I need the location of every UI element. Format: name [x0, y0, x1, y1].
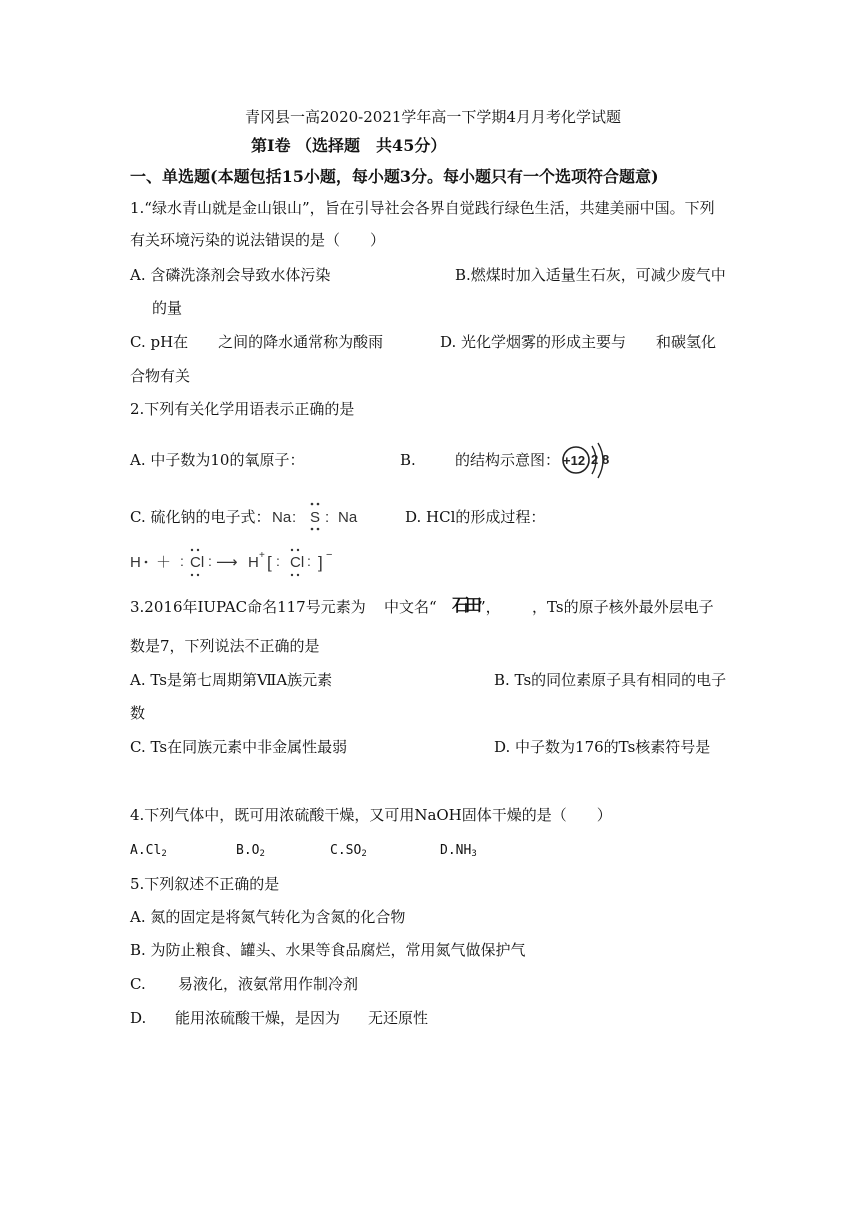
q1-option-b-line2: 的量 — [152, 299, 183, 317]
part-title: 第Ⅰ卷 （选择题 共45分） — [251, 136, 447, 155]
q3-stem-part1: 3.2016年IUPAC命名117号元素为 — [130, 598, 366, 616]
atomic-structure-diagram — [558, 440, 618, 482]
q5-option-d-text2: 无还原性 — [368, 1009, 429, 1027]
na-left: Na — [272, 509, 292, 526]
svg-text::: : — [276, 553, 280, 569]
svg-text::: : — [180, 553, 184, 569]
na2s-electron-formula — [270, 499, 370, 533]
plus-sign: ＋ — [156, 554, 172, 571]
sulfur-symbol: S — [310, 509, 321, 526]
shell1-electrons: 2 — [591, 452, 599, 467]
q5-option-a: A. 氮的固定是将氮气转化为含氮的化合物 — [130, 908, 406, 926]
exam-title: 青冈县一高2020-2021学年高一下学期4月月考化学试题 — [245, 108, 621, 126]
q3-option-c: C. Ts在同族元素中非金属性最弱 — [130, 738, 348, 756]
q2-option-b-text: 的结构示意图： — [455, 451, 561, 469]
q3-stem-part4: ，Ts的原子核外最外层电子 — [532, 598, 714, 616]
cl-ion-charge: − — [326, 549, 333, 561]
cl-ion: Cl — [290, 554, 305, 571]
q1-option-d-line2: 合物有关 — [130, 367, 191, 385]
q4-option-d: $D.NH_3$ — [440, 843, 477, 859]
svg-text::: : — [325, 509, 330, 526]
q1-option-d-line1: D. 光化学烟雾的形成主要与 和碳氢化 — [440, 333, 717, 351]
bracket-right: ] — [318, 553, 323, 572]
q1-option-c: C. pH在 之间的降水通常称为酸雨 — [130, 333, 384, 351]
q3-stem-part3: ”， — [478, 598, 501, 616]
svg-text::: : — [307, 553, 311, 569]
q2-option-d: D. HCl的形成过程： — [405, 508, 546, 526]
h-ion-charge: + — [259, 550, 265, 561]
section-heading: 一、单选题(本题包括15小题，每小题3分。每小题只有一个选项符合题意) — [130, 167, 659, 186]
hcl-formation-process — [128, 546, 358, 580]
q5-option-d-label: D. — [130, 1009, 147, 1027]
q1-option-a: A. 含磷洗涤剂会导致水体污染 — [130, 266, 331, 284]
q3-option-a: A. Ts是第七周期第ⅦA族元素 — [130, 671, 333, 689]
bracket-left: [ — [267, 553, 272, 572]
q3-option-d: D. 中子数为176的Ts核素符号是 — [494, 738, 711, 756]
h-ion: H — [248, 554, 259, 571]
q2-option-c: C. 硫化钠的电子式： — [130, 508, 271, 526]
q3-stem-line2: 数是7，下列说法不正确的是 — [130, 637, 320, 655]
q2-stem: 2.下列有关化学用语表示正确的是 — [130, 400, 355, 418]
q1-stem-line2: 有关环境污染的说法错误的是（ ） — [130, 231, 386, 249]
q2-option-b-label: B. — [400, 451, 416, 469]
q1-stem-line1: 1.“绿水青山就是金山银山”，旨在引导社会各界自觉践行绿色生活，共建美丽中国。下列 — [130, 199, 715, 217]
q2-option-a: A. 中子数为10的氧原子： — [130, 451, 305, 469]
q4-option-a: $A.Cl_2$ — [130, 843, 167, 859]
q3-option-b-line2: 数 — [130, 704, 146, 722]
q5-stem: 5.下列叙述不正确的是 — [130, 875, 280, 893]
q1-option-b-line1: B.燃煤时加入适量生石灰，可减少废气中 — [455, 266, 726, 284]
q5-option-d-text1: 能用浓硫酸干燥，是因为 — [175, 1009, 341, 1027]
q3-stem-part2: 中文名“ — [384, 598, 437, 616]
reaction-arrow: ⟶ — [216, 554, 238, 571]
q4-stem: 4.下列气体中，既可用浓硫酸干燥，又可用NaOH固体干燥的是（ ） — [130, 806, 612, 824]
shell2-electrons: 8 — [602, 452, 610, 467]
element-chinese-name: 石田 — [452, 596, 478, 616]
q5-option-c-text: 易液化，液氨常用作制冷剂 — [178, 975, 359, 993]
na-right: Na — [338, 509, 358, 526]
q5-option-b: B. 为防止粮食、罐头、水果等食品腐烂，常用氮气做保护气 — [130, 941, 526, 959]
cl-atom: Cl — [190, 554, 205, 571]
q4-option-b: $B.O_2$ — [236, 843, 265, 859]
h-atom: H — [130, 554, 141, 571]
nucleus-charge: +12 — [563, 453, 586, 468]
q5-option-c-label: C. — [130, 975, 146, 993]
svg-text::: : — [292, 509, 297, 526]
svg-text::: : — [208, 553, 212, 569]
q3-option-b-line1: B. Ts的同位素原子具有相同的电子 — [494, 671, 727, 689]
q4-option-c: $C.SO_2$ — [330, 843, 367, 859]
